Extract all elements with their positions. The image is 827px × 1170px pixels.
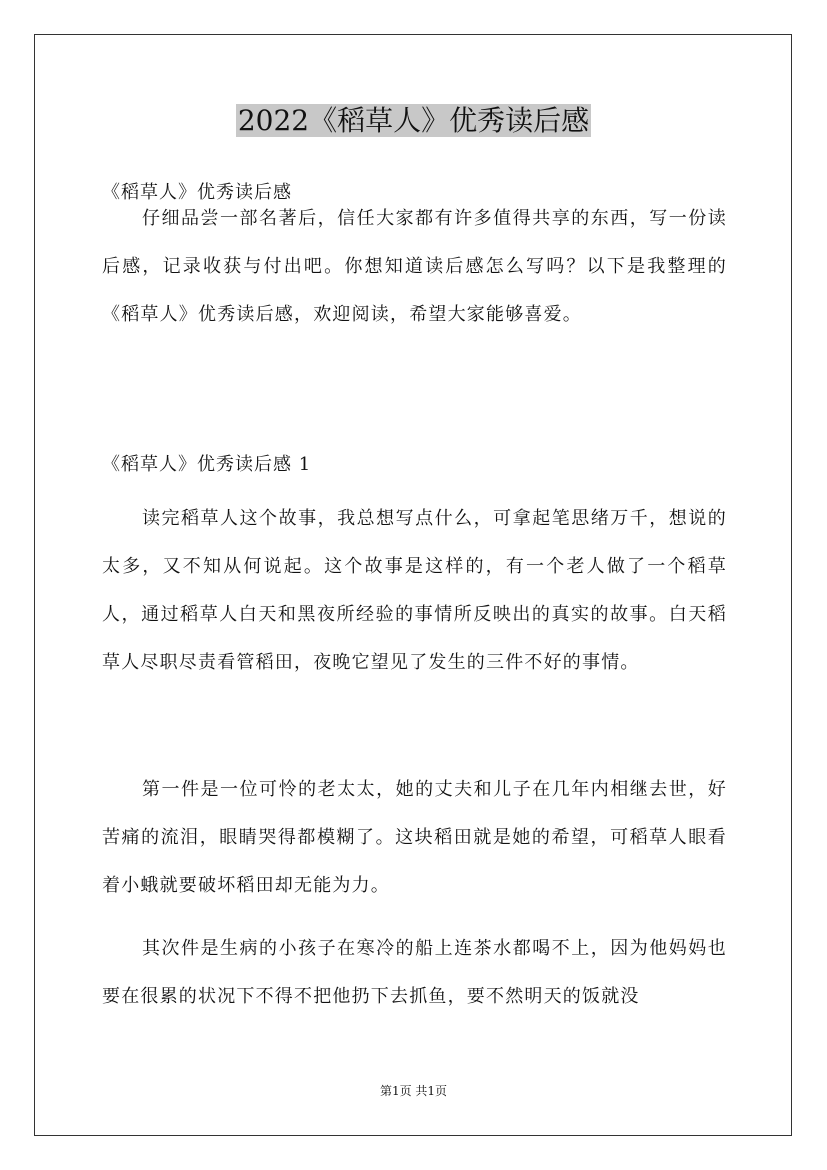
intro-paragraph: 仔细品尝一部名著后，信任大家都有许多值得共享的东西，写一份读后感，记录收获与付出吧。你想知道读后感怎么写吗？以下是我整理的《稻草人》优秀读后感，欢迎阅读，希望大家能够喜爱。 [102, 208, 727, 325]
body-paragraph-3: 其次件是生病的小孩子在寒冷的船上连茶水都喝不上，因为他妈妈也要在很累的状况下不得不把他扔下去抓鱼，要不然明天的饭就没 [102, 938, 727, 1007]
section-heading-1: 《稻草人》优秀读后感 [102, 182, 292, 203]
page-footer: 第1页 共1页 [379, 1084, 448, 1098]
section-heading-2: 《稻草人》优秀读后感 1 [102, 454, 312, 475]
document-title-text: 2022《稻草人》优秀读后感 [237, 104, 590, 137]
body-paragraph-2: 第一件是一位可怜的老太太，她的丈夫和儿子在几年内相继去世，好苦痛的流泪，眼睛哭得都模糊了。这块稻田就是她的希望，可稻草人眼看着小蛾就要破坏稻田却无能为力。 [102, 779, 727, 896]
body-paragraph-1: 读完稻草人这个故事，我总想写点什么，可拿起笔思绪万千，想说的太多，又不知从何说起。这个故事是这样的，有一个老人做了一个稻草人，通过稻草人白天和黑夜所经验的事情所反映出的真实的故事。白天稻草人尽职尽责看管稻田，夜晚它望见了发生的三件不好的事情。 [102, 508, 727, 673]
document-title [0, 101, 827, 141]
